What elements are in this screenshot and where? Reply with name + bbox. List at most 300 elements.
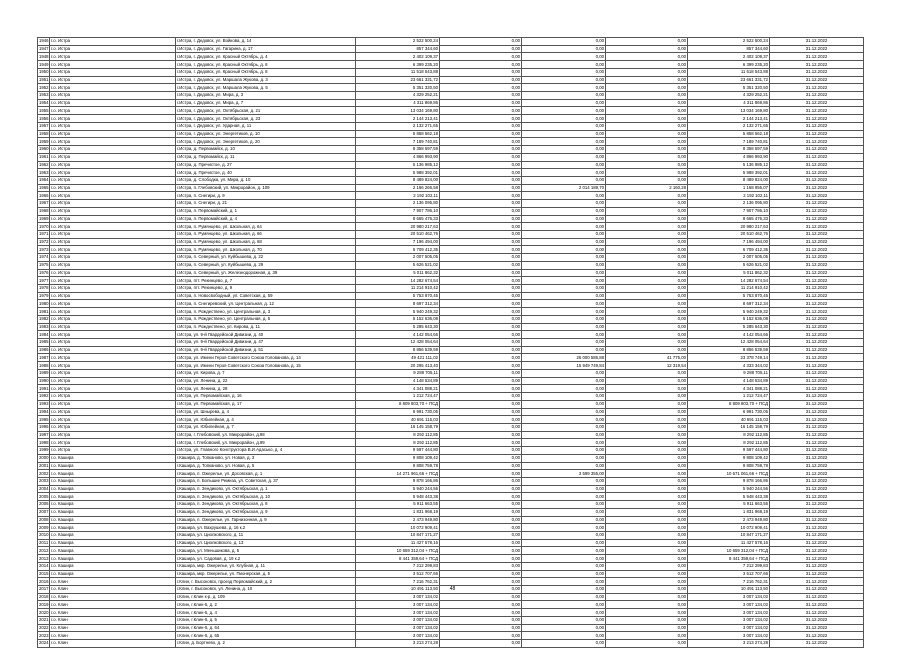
address-cell: г.Истра, г. Дедовск, ул. Красный Октябрь, д. 6 xyxy=(176,61,356,69)
deadline-cell: 31.12.2022 xyxy=(770,76,864,84)
local-funds-cell: 0,00 xyxy=(606,331,688,339)
federal-funds-cell: 0,00 xyxy=(440,586,522,594)
local-funds-cell: 0,00 xyxy=(606,609,688,617)
regional-funds-cell: 15 949 749,84 xyxy=(522,362,606,370)
local-funds-cell: 0,00 xyxy=(606,300,688,308)
total-cost-cell: 8 441 359,64 + ПСД xyxy=(356,555,440,563)
regional-funds-cell: 0,00 xyxy=(522,570,606,578)
row-number-cell: 2020 xyxy=(39,609,49,615)
address-cell: г.Истра, ул. Шнырева, д. 4 xyxy=(176,408,356,416)
local-funds-cell: 0,00 xyxy=(606,431,688,439)
address-cell: г.Истра, д. Слободка, ул. Мира, д. 10 xyxy=(176,176,356,184)
address-cell: г.Кашира, ул. Вахрушева, д. 16 к.2 xyxy=(176,524,356,532)
owner-funds-cell: 23 378 749,14 xyxy=(688,354,770,362)
row-number-cell: 2024 xyxy=(39,640,49,646)
local-funds-cell: 0,00 xyxy=(606,524,688,532)
row-number-cell: 1950 xyxy=(39,69,49,75)
federal-funds-cell: 0,00 xyxy=(440,169,522,177)
table-row xyxy=(38,493,864,501)
table-row xyxy=(38,230,864,238)
local-funds-cell: 0,00 xyxy=(606,146,688,154)
deadline-cell: 31.12.2022 xyxy=(770,346,864,354)
regional-funds-cell: 0,00 xyxy=(522,192,606,200)
table-row xyxy=(38,439,864,447)
owner-funds-cell: 9 808 109,42 xyxy=(688,454,770,462)
row-number-cell: 1994 xyxy=(39,408,49,414)
regional-funds-cell: 0,00 xyxy=(522,130,606,138)
total-cost-cell: 7 189 740,81 xyxy=(356,138,440,146)
local-funds-cell: 0,00 xyxy=(606,223,688,231)
municipality-cell: г.о. Истра xyxy=(50,223,176,231)
owner-funds-cell: 7 907 786,10 xyxy=(688,207,770,215)
address-cell: г.Истра, г. Дедовск, ул. Маршала Жукова, д. 3 xyxy=(176,76,356,84)
table-row xyxy=(38,516,864,524)
regional-funds-cell: 0,00 xyxy=(522,61,606,69)
deadline-cell: 31.12.2022 xyxy=(770,61,864,69)
local-funds-cell: 0,00 xyxy=(606,501,688,509)
table-row xyxy=(38,578,864,586)
total-cost-cell: 5 940 249,32 xyxy=(356,308,440,316)
row-number-cell: 1988 xyxy=(39,362,49,368)
row-number-cell: 2018 xyxy=(39,594,49,600)
total-cost-cell: 4 142 054,66 xyxy=(356,331,440,339)
municipality-cell: г.о. Истра xyxy=(50,68,176,76)
total-cost-cell: 13 034 169,80 xyxy=(356,107,440,115)
deadline-cell: 31.12.2022 xyxy=(770,601,864,609)
municipality-cell: г.о. Истра xyxy=(50,385,176,393)
regional-funds-cell: 0,00 xyxy=(522,632,606,640)
owner-funds-cell: 2 007 505,05 xyxy=(688,254,770,262)
page-number: 48 xyxy=(449,586,456,592)
federal-funds-cell: 0,00 xyxy=(440,315,522,323)
local-funds-cell: 0,00 xyxy=(606,555,688,563)
row-number-cell: 2023 xyxy=(39,632,49,638)
row-number-cell: 2021 xyxy=(39,617,49,623)
owner-funds-cell: 3 007 134,02 xyxy=(688,601,770,609)
owner-funds-cell: 8 697 312,34 xyxy=(688,300,770,308)
local-funds-cell: 0,00 xyxy=(606,485,688,493)
deadline-cell: 31.12.2022 xyxy=(770,92,864,100)
table-row xyxy=(38,107,864,115)
local-funds-cell: 0,00 xyxy=(606,346,688,354)
deadline-cell: 31.12.2022 xyxy=(770,477,864,485)
regional-funds-cell: 0,00 xyxy=(522,331,606,339)
owner-funds-cell: 6 709 412,35 xyxy=(688,246,770,254)
row-number-cell: 1996 xyxy=(39,424,49,430)
deadline-cell: 31.12.2022 xyxy=(770,238,864,246)
local-funds-cell: 0,00 xyxy=(606,238,688,246)
municipality-cell: г.о. Истра xyxy=(50,362,176,370)
regional-funds-cell: 0,00 xyxy=(522,562,606,570)
regional-funds-cell: 0,00 xyxy=(522,431,606,439)
row-number-cell: 1984 xyxy=(39,331,49,337)
table-row xyxy=(38,416,864,424)
municipality-cell: г.о. Истра xyxy=(50,138,176,146)
deadline-cell: 31.12.2022 xyxy=(770,138,864,146)
table-row xyxy=(38,246,864,254)
address-cell: г.Истра, п. Северный, ул. Куйбышева, д. 29 xyxy=(176,261,356,269)
row-number-cell: 2009 xyxy=(39,524,49,530)
regional-funds-cell: 0,00 xyxy=(522,308,606,316)
municipality-cell: г.о. Истра xyxy=(50,246,176,254)
row-number-cell: 1997 xyxy=(39,432,49,438)
owner-funds-cell: 3 007 134,02 xyxy=(688,632,770,640)
table-row xyxy=(38,153,864,161)
deadline-cell: 31.12.2022 xyxy=(770,230,864,238)
federal-funds-cell: 0,00 xyxy=(440,84,522,92)
regional-funds-cell: 0,00 xyxy=(522,161,606,169)
table-row xyxy=(38,68,864,76)
row-number-cell: 1975 xyxy=(39,262,49,268)
owner-funds-cell: 8 809 803,70 + ПСД xyxy=(688,400,770,408)
address-cell: г.Истра, п. Глебовский, ул. Микрорайон, д. 109 xyxy=(176,184,356,192)
table-row xyxy=(38,562,864,570)
federal-funds-cell: 0,00 xyxy=(440,485,522,493)
local-funds-cell: 0,00 xyxy=(606,99,688,107)
municipality-cell: г.о. Истра xyxy=(50,315,176,323)
address-cell: г.Кашира, п. Ожерелье, ул. Досовская, д. 1 xyxy=(176,470,356,478)
local-funds-cell: 0,00 xyxy=(606,138,688,146)
deadline-cell: 31.12.2022 xyxy=(770,68,864,76)
deadline-cell: 31.12.2022 xyxy=(770,285,864,293)
total-cost-cell: 11 427 578,16 xyxy=(356,539,440,547)
municipality-cell: г.о. Клин xyxy=(50,601,176,609)
address-cell: г.Клин, г.Клин-5, д. 65 xyxy=(176,632,356,640)
local-funds-cell: 0,00 xyxy=(606,632,688,640)
federal-funds-cell: 0,00 xyxy=(440,53,522,61)
table-row xyxy=(38,555,864,563)
federal-funds-cell: 0,00 xyxy=(440,477,522,485)
address-cell: г.Истра, г. Дедовск, ул. Маршала Жукова, д. 5 xyxy=(176,84,356,92)
total-cost-cell: 5 988 392,01 xyxy=(356,169,440,177)
address-cell: г.Истра, ул. Кирова, д. 7 xyxy=(176,369,356,377)
local-funds-cell: 0,00 xyxy=(606,38,688,46)
table-row xyxy=(38,470,864,478)
table-row xyxy=(38,308,864,316)
municipality-cell: г.о. Истра xyxy=(50,76,176,84)
table-row xyxy=(38,61,864,69)
deadline-cell: 31.12.2022 xyxy=(770,632,864,640)
federal-funds-cell: 0,00 xyxy=(440,562,522,570)
owner-funds-cell: 13 034 169,80 xyxy=(688,107,770,115)
owner-funds-cell: 857 344,60 xyxy=(688,45,770,53)
regional-funds-cell: 0,00 xyxy=(522,524,606,532)
owner-funds-cell: 40 691 115,03 xyxy=(688,416,770,424)
owner-funds-cell: 8 856 539,59 xyxy=(688,346,770,354)
regional-funds-cell: 0,00 xyxy=(522,292,606,300)
row-number-cell: 1979 xyxy=(39,293,49,299)
deadline-cell: 31.12.2022 xyxy=(770,547,864,555)
regional-funds-cell: 0,00 xyxy=(522,300,606,308)
deadline-cell: 31.12.2022 xyxy=(770,130,864,138)
address-cell: г.Истра, г. Дедовск, ул. Энергетиков, д. 10 xyxy=(176,130,356,138)
federal-funds-cell: 0,00 xyxy=(440,400,522,408)
deadline-cell: 31.12.2022 xyxy=(770,624,864,632)
row-number-cell: 2014 xyxy=(39,563,49,569)
municipality-cell: г.о. Истра xyxy=(50,45,176,53)
owner-funds-cell: 23 661 331,72 xyxy=(688,76,770,84)
address-cell: г.Истра, г. Дедовск, ул. Энергетиков, д. 20 xyxy=(176,138,356,146)
federal-funds-cell: 0,00 xyxy=(440,593,522,601)
address-cell: г.Истра, г. Дедовск, ул. Гагарина, д. 17 xyxy=(176,45,356,53)
row-number-cell: 1995 xyxy=(39,416,49,422)
local-funds-cell: 0,00 xyxy=(606,285,688,293)
address-cell: г.Истра, г. Глебовский, ул. Микрорайон, д.99 xyxy=(176,439,356,447)
municipality-cell: г.о. Истра xyxy=(50,300,176,308)
local-funds-cell: 0,00 xyxy=(606,447,688,455)
table-row xyxy=(38,192,864,200)
deadline-cell: 31.12.2022 xyxy=(770,184,864,192)
row-number-cell: 2016 xyxy=(39,578,49,584)
regional-funds-cell: 0,00 xyxy=(522,593,606,601)
federal-funds-cell: 0,00 xyxy=(440,408,522,416)
federal-funds-cell: 0,00 xyxy=(440,285,522,293)
total-cost-cell: 8 856 539,59 xyxy=(356,346,440,354)
total-cost-cell: 2 136 095,80 xyxy=(356,200,440,208)
municipality-cell: г.о. Истра xyxy=(50,431,176,439)
address-cell: г.Истра, п. Румянцево, ул. Школьная, д. 70 xyxy=(176,246,356,254)
owner-funds-cell: 1 831 968,19 xyxy=(688,508,770,516)
deadline-cell: 31.12.2022 xyxy=(770,308,864,316)
address-cell: г.Кашира, п. Ожерелье, ул. Гарнизонная, д. 9 xyxy=(176,516,356,524)
municipality-cell: г.о. Истра xyxy=(50,254,176,262)
table-row xyxy=(38,485,864,493)
local-funds-cell: 0,00 xyxy=(606,640,688,648)
federal-funds-cell: 0,00 xyxy=(440,269,522,277)
table-row xyxy=(38,524,864,532)
table-row xyxy=(38,277,864,285)
row-number-cell: 1992 xyxy=(39,393,49,399)
federal-funds-cell: 0,00 xyxy=(440,339,522,347)
row-number-cell: 1973 xyxy=(39,246,49,252)
deadline-cell: 31.12.2022 xyxy=(770,331,864,339)
municipality-cell: г.о. Истра xyxy=(50,200,176,208)
table-row xyxy=(38,477,864,485)
address-cell: г.Истра, ул. Ленина, д. 22 xyxy=(176,377,356,385)
deadline-cell: 31.12.2022 xyxy=(770,292,864,300)
owner-funds-cell: 5 858 562,18 xyxy=(688,130,770,138)
federal-funds-cell: 0,00 xyxy=(440,578,522,586)
table-row xyxy=(38,261,864,269)
municipality-cell: г.о. Истра xyxy=(50,393,176,401)
municipality-cell: г.о. Кашира xyxy=(50,516,176,524)
row-number-cell: 2003 xyxy=(39,478,49,484)
owner-funds-cell: 10 659 312,04 + ПСД xyxy=(688,547,770,555)
local-funds-cell: 0,00 xyxy=(606,578,688,586)
federal-funds-cell: 0,00 xyxy=(440,277,522,285)
municipality-cell: г.о. Истра xyxy=(50,38,176,46)
total-cost-cell: 2 522 500,24 xyxy=(356,38,440,46)
owner-funds-cell: 5 911 663,55 xyxy=(688,501,770,509)
deadline-cell: 31.12.2022 xyxy=(770,339,864,347)
table-row xyxy=(38,115,864,123)
owner-funds-cell: 1 168 956,07 xyxy=(688,184,770,192)
federal-funds-cell: 0,00 xyxy=(440,61,522,69)
local-funds-cell: 0,00 xyxy=(606,508,688,516)
row-number-cell: 1951 xyxy=(39,76,49,82)
row-number-cell: 1971 xyxy=(39,231,49,237)
row-number-cell: 1949 xyxy=(39,61,49,67)
table-row xyxy=(38,532,864,540)
federal-funds-cell: 0,00 xyxy=(440,454,522,462)
address-cell: г.Истра, ул. Имени Героя Советского Союза Голованова, д. 14 xyxy=(176,354,356,362)
regional-funds-cell: 0,00 xyxy=(522,385,606,393)
owner-funds-cell: 9 288 705,11 xyxy=(688,369,770,377)
municipality-cell: г.о. Кашира xyxy=(50,470,176,478)
local-funds-cell: 0,00 xyxy=(606,408,688,416)
total-cost-cell: 7 212 299,83 xyxy=(356,562,440,570)
federal-funds-cell: 0,00 xyxy=(440,246,522,254)
row-number-cell: 2013 xyxy=(39,555,49,561)
deadline-cell: 31.12.2022 xyxy=(770,470,864,478)
row-number-cell: 1978 xyxy=(39,285,49,291)
row-number-cell: 1985 xyxy=(39,339,49,345)
table-row xyxy=(38,84,864,92)
municipality-cell: г.о. Кашира xyxy=(50,477,176,485)
address-cell: г.Истра, п. Северный, ул. Железнодорожная, д. 39 xyxy=(176,269,356,277)
owner-funds-cell: 7 216 762,31 xyxy=(688,578,770,586)
local-funds-cell: 0,00 xyxy=(606,254,688,262)
row-number-cell: 1958 xyxy=(39,130,49,136)
total-cost-cell: 8 358 597,59 xyxy=(356,146,440,154)
owner-funds-cell: 2 473 949,80 xyxy=(688,516,770,524)
row-number-cell: 1967 xyxy=(39,200,49,206)
regional-funds-cell: 0,00 xyxy=(522,447,606,455)
municipality-cell: г.о. Кашира xyxy=(50,547,176,555)
federal-funds-cell: 0,00 xyxy=(440,555,522,563)
total-cost-cell: 10 072 909,41 xyxy=(356,524,440,532)
row-number-cell: 1946 xyxy=(39,38,49,44)
address-cell: г.Клин, г.Клин-5, д. 64 xyxy=(176,624,356,632)
total-cost-cell: 3 007 134,02 xyxy=(356,616,440,624)
federal-funds-cell: 0,00 xyxy=(440,416,522,424)
address-cell: г.Истра, п. Первомайский, д. 1 xyxy=(176,207,356,215)
federal-funds-cell: 0,00 xyxy=(440,470,522,478)
deadline-cell: 31.12.2022 xyxy=(770,254,864,262)
deadline-cell: 31.12.2022 xyxy=(770,408,864,416)
total-cost-cell: 2 007 505,05 xyxy=(356,254,440,262)
total-cost-cell: 4 148 534,89 xyxy=(356,377,440,385)
table-row xyxy=(38,331,864,339)
federal-funds-cell: 0,00 xyxy=(440,292,522,300)
table-row xyxy=(38,207,864,215)
table-row xyxy=(38,323,864,331)
local-funds-cell: 0,00 xyxy=(606,130,688,138)
row-number-cell: 2011 xyxy=(39,540,49,546)
address-cell: г.Истра, п. Новосвободный, ул. Советская, д. 59 xyxy=(176,292,356,300)
owner-funds-cell: 8 292 112,85 xyxy=(688,439,770,447)
total-cost-cell: 1 212 724,47 xyxy=(356,393,440,401)
municipality-cell: г.о. Клин xyxy=(50,593,176,601)
address-cell: г.Клин, г.Клин-5, д. 5 xyxy=(176,616,356,624)
local-funds-cell: 0,00 xyxy=(606,176,688,184)
address-cell: г.Истра, п. Первомайский, д. 4 xyxy=(176,215,356,223)
owner-funds-cell: 20 510 462,76 xyxy=(688,230,770,238)
address-cell: г.Клин, г. Высоковск, ул. Ленина, д. 10 xyxy=(176,586,356,594)
deadline-cell: 31.12.2022 xyxy=(770,485,864,493)
total-cost-cell: 5 351 320,50 xyxy=(356,84,440,92)
address-cell: г.Истра, г. Дедовск, ул. Мира, д. 3 xyxy=(176,92,356,100)
regional-funds-cell: 0,00 xyxy=(522,485,606,493)
local-funds-cell: 0,00 xyxy=(606,315,688,323)
owner-funds-cell: 5 940 244,56 xyxy=(688,485,770,493)
row-number-cell: 1989 xyxy=(39,370,49,376)
federal-funds-cell: 0,00 xyxy=(440,508,522,516)
row-number-cell: 2002 xyxy=(39,470,49,476)
table-row xyxy=(38,161,864,169)
regional-funds-cell: 0,00 xyxy=(522,68,606,76)
municipality-cell: г.о. Кашира xyxy=(50,501,176,509)
owner-funds-cell: 10 072 909,41 xyxy=(688,524,770,532)
federal-funds-cell: 0,00 xyxy=(440,609,522,617)
deadline-cell: 31.12.2022 xyxy=(770,423,864,431)
total-cost-cell: 11 214 910,42 xyxy=(356,285,440,293)
row-number-cell: 1983 xyxy=(39,323,49,329)
regional-funds-cell: 0,00 xyxy=(522,408,606,416)
row-number-cell: 1962 xyxy=(39,161,49,167)
municipality-cell: г.о. Клин xyxy=(50,632,176,640)
address-cell: г.Кашира, п. Зендиково, ул. Октябрьская, д. 1 xyxy=(176,485,356,493)
regional-funds-cell: 0,00 xyxy=(522,601,606,609)
deadline-cell: 31.12.2022 xyxy=(770,192,864,200)
row-number-cell: 2001 xyxy=(39,462,49,468)
total-cost-cell: 9 288 705,11 xyxy=(356,369,440,377)
owner-funds-cell: 6 399 235,20 xyxy=(688,61,770,69)
municipality-cell: г.о. Клин xyxy=(50,624,176,632)
municipality-cell: г.о. Кашира xyxy=(50,508,176,516)
regional-funds-cell: 0,00 xyxy=(522,377,606,385)
deadline-cell: 31.12.2022 xyxy=(770,593,864,601)
address-cell: г.Истра, ул. 9-й Гвардейской Дивизии, д. 47 xyxy=(176,339,356,347)
local-funds-cell: 0,00 xyxy=(606,416,688,424)
federal-funds-cell: 0,00 xyxy=(440,385,522,393)
table-row xyxy=(38,624,864,632)
owner-funds-cell: 4 311 869,86 xyxy=(688,99,770,107)
table-row xyxy=(38,339,864,347)
deadline-cell: 31.12.2022 xyxy=(770,300,864,308)
total-cost-cell: 16 145 158,79 xyxy=(356,423,440,431)
municipality-cell: г.о. Истра xyxy=(50,107,176,115)
federal-funds-cell: 0,00 xyxy=(440,632,522,640)
total-cost-cell: 6 399 235,20 xyxy=(356,61,440,69)
deadline-cell: 31.12.2022 xyxy=(770,640,864,648)
row-number-cell: 2005 xyxy=(39,493,49,499)
row-number-cell: 1972 xyxy=(39,239,49,245)
deadline-cell: 31.12.2022 xyxy=(770,246,864,254)
total-cost-cell: 9 808 759,78 xyxy=(356,462,440,470)
regional-funds-cell: 0,00 xyxy=(522,107,606,115)
table-row xyxy=(38,423,864,431)
total-cost-cell: 6 709 412,35 xyxy=(356,246,440,254)
table-row xyxy=(38,45,864,53)
federal-funds-cell: 0,00 xyxy=(440,68,522,76)
federal-funds-cell: 0,00 xyxy=(440,115,522,123)
total-cost-cell: 4 329 252,21 xyxy=(356,92,440,100)
municipality-cell: г.о. Кашира xyxy=(50,454,176,462)
total-cost-cell: 4 341 088,21 xyxy=(356,385,440,393)
row-number-cell: 2012 xyxy=(39,547,49,553)
local-funds-cell: 0,00 xyxy=(606,539,688,547)
total-cost-cell: 7 216 762,31 xyxy=(356,578,440,586)
local-funds-cell: 0,00 xyxy=(606,377,688,385)
row-number-cell: 2000 xyxy=(39,455,49,461)
deadline-cell: 31.12.2022 xyxy=(770,400,864,408)
address-cell: г.Кашира, п. Зендиково, ул. Октябрьская, д. 8 xyxy=(176,501,356,509)
address-cell: г.Истра, ул. Первомайская, д. 17 xyxy=(176,400,356,408)
total-cost-cell: 857 344,60 xyxy=(356,45,440,53)
municipality-cell: г.о. Истра xyxy=(50,238,176,246)
municipality-cell: г.о. Истра xyxy=(50,92,176,100)
